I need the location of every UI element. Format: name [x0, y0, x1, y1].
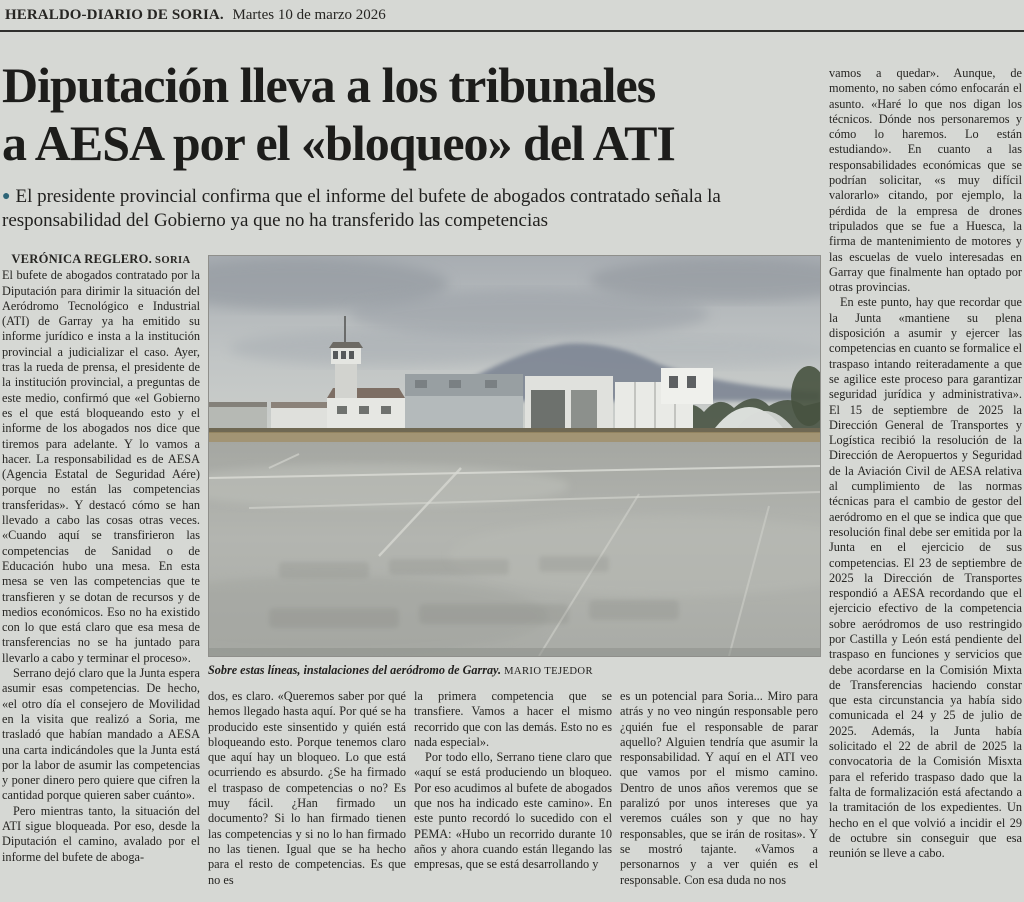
photo-caption [208, 663, 821, 679]
body-column-3 [414, 689, 612, 902]
body-paragraph: vamos a quedar». Aunque, de momento, no saben cómo enfocarán el asunto. «Haré lo que nos digan los técnicos. Dónde nos personaremos y cómo lo haremos. Lo están estudiando». En cuanto a las responsabilidades económicas que se podrían solicitar, «s muy difícil valorarlo» citando, por ejemplo, la pérdida de la empresa de drones tripulados que se fue a Huesca, la firma de mantenimiento de motores y las escuelas de vuelo interesadas en Garray que finalmente han optado por otras provincias. [829, 66, 1022, 295]
body-paragraph: la primera competencia que se transfiere. Vamos a hacer el mismo recorrido que con las demás. Esto no es nada especial». [414, 689, 612, 749]
photo-credit: MARIO TEJEDOR [504, 666, 593, 677]
body-paragraph: Pero mientras tanto, la situación del ATI sigue bloqueada. Por eso, desde la Diputación el camino, avalado por el informe del bufete de aboga- [2, 803, 200, 864]
body-column-5 [829, 66, 1022, 902]
body-paragraph: Serrano dejó claro que la Junta espera asumir esas competencias. De hecho, «el otro día el consejero de Movilidad en la visita que realizó a Soria, me trasladó que habían mandado a AESA una carta indicándoles que la Junta está por la labor de asumir las competencias y poner dinero pero quiere que cifren la cantidad porque quieren saber cuánto». [2, 666, 200, 803]
byline [2, 252, 200, 268]
headline-line-1: Diputación lleva a los tribunales [2, 57, 656, 113]
photo-caption-text: Sobre estas líneas, instalaciones del aeródromo de Garray. [208, 663, 502, 677]
body-paragraph: es un potencial para Soria... Miro para atrás y no veo ningún responsable pero ¿quién fue el responsable de parar aquello? Alguien tendría que asumir la responsabilidad. Y aquí en el ATI veo que vamos por el mismo camino. Dentro de unos años veremos que se paralizó por unos intereses que ya veremos cuáles son y que no hay responsables, que se irán de rositas». Y se mostró tajante. «Vamos a personarnos y a ver quién es el responsable. Con esa duda no nos [620, 689, 818, 887]
subhead-text: El presidente provincial confirma que el informe del bufete de abogados contratado señala la responsabilidad del Gobierno ya que no ha transferido las competencias [2, 186, 721, 231]
aerodrome-photo [208, 255, 821, 657]
article-headline [2, 56, 822, 172]
body-column-1-text [2, 268, 200, 865]
masthead-title: HERALDO-DIARIO DE SORIA. [5, 7, 224, 23]
body-column-4 [620, 689, 818, 902]
byline-author: VERÓNICA REGLERO. [11, 252, 152, 266]
aerodrome-photo-illustration [209, 256, 820, 656]
body-column-1 [2, 252, 200, 902]
masthead-date: Martes 10 de marzo 2026 [232, 7, 386, 23]
body-paragraph: Por todo ello, Serrano tiene claro que «aquí se está produciendo un bloqueo. Por eso acudimos al bufete de abogados que nos ha indicado este camino». En este punto recordó lo sucedido con el PEMA: «Hubo un recorrido durante 10 años y ahora cuando están llegando las empresas, que se está desarrollando y [414, 750, 612, 872]
body-paragraph: El bufete de abogados contratado por la Diputación para dirimir la situación del Aeródromo Tecnológico e Industrial (ATI) de Garray ya ha emitido su informe jurídico e insta a la institución provincial a judicializar el caso. Ayer, tras la rueda de prensa, el presidente de la institución provincial, a preguntas de este medio, confirmó que «el Gobierno es el que está bloqueando esto y el informe de los abogados nos dice que tiremos para adelante. Y lo vamos a hacer. La responsabilidad es de AESA (Agencia Estatal de Seguridad Aére) porque no están las competencias transferidas». Y destacó cómo se han llevado a cabo las cosas otras veces. «Cuando aquí se transfirieron las competencias de Sanidad o de Educación hubo una mesa. En esta mesa se ven las competencias que te transfieren y se dotan de recursos y de medios económicos. Eso no ha existido con lo que está claro que esa mesa de transferencias no se ha juntado para llevarlo a cabo y terminar el proceso». [2, 268, 200, 665]
article-photo-figure [208, 255, 821, 679]
masthead-rule [0, 30, 1024, 32]
body-paragraph: En este punto, hay que recordar que la Junta «mantiene su plena disposición a asumir y ejercer las competencias en cuanto se formalice el traspaso intando reiteradamente a que se agilice este proceso para garantizar seguridad jurídica y administrativa». El 15 de septiembre de 2025 la Dirección General de Transportes y Logística recibió la resolución de la Dirección de Aeropuertos y Seguridad de la Aviación Civil de AESA relativa al cumplimiento de las normas técnicas para el cambio de gestor del aeródromo en el que se indica que que resolución final debe ser emitida por la Junta en el ejercicio de sus competencias. El 23 de septiembre de 2025 la Dirección de Transportes respondió a AESA recordando que el ejercicio efectivo de la competencia sobre aeródromos de uso restringido por Castilla y León está pendiente del traspaso en funciones y servicios que debe acordarse en la Comisión Mixta de Transferencias haciendo constar que esta circunstancia ya había sido comunicada el 24 y 25 de julio de 2025. Además, la Junta había solicitado el 22 de abril de 2025 la convocatoria de la Comisión Misxta para el referido traspaso dado que la falta de formalización está afectando a la tramitación de los expedientes. Un hecho en el que volvió a incidir el 29 de octubre sin conseguir que esa reunión se lleve a cabo. [829, 295, 1022, 861]
masthead [5, 7, 386, 24]
body-column-2 [208, 689, 406, 902]
byline-place: SORIA [155, 255, 191, 266]
article-subhead [2, 186, 814, 231]
headline-line-2: a AESA por el «bloqueo» del ATI [2, 115, 675, 171]
bullet-icon: ● [2, 189, 11, 204]
body-paragraph: dos, es claro. «Queremos saber por qué hemos llegado hasta aquí. Por qué se ha producido este sinsentido y quién está bloqueando esto. Porque tenemos claro que aquí hay un bloqueo. Lo que está ocurriendo es absurdo. ¿Se ha firmado el traspaso de competencias o no? Es muy fácil. ¿Han firmado un documento? Si lo han firmado tienen las competencias y si no lo han firmado no las tienen. Igual que se ha hecho para el resto de competencias. Es que no es [208, 689, 406, 887]
